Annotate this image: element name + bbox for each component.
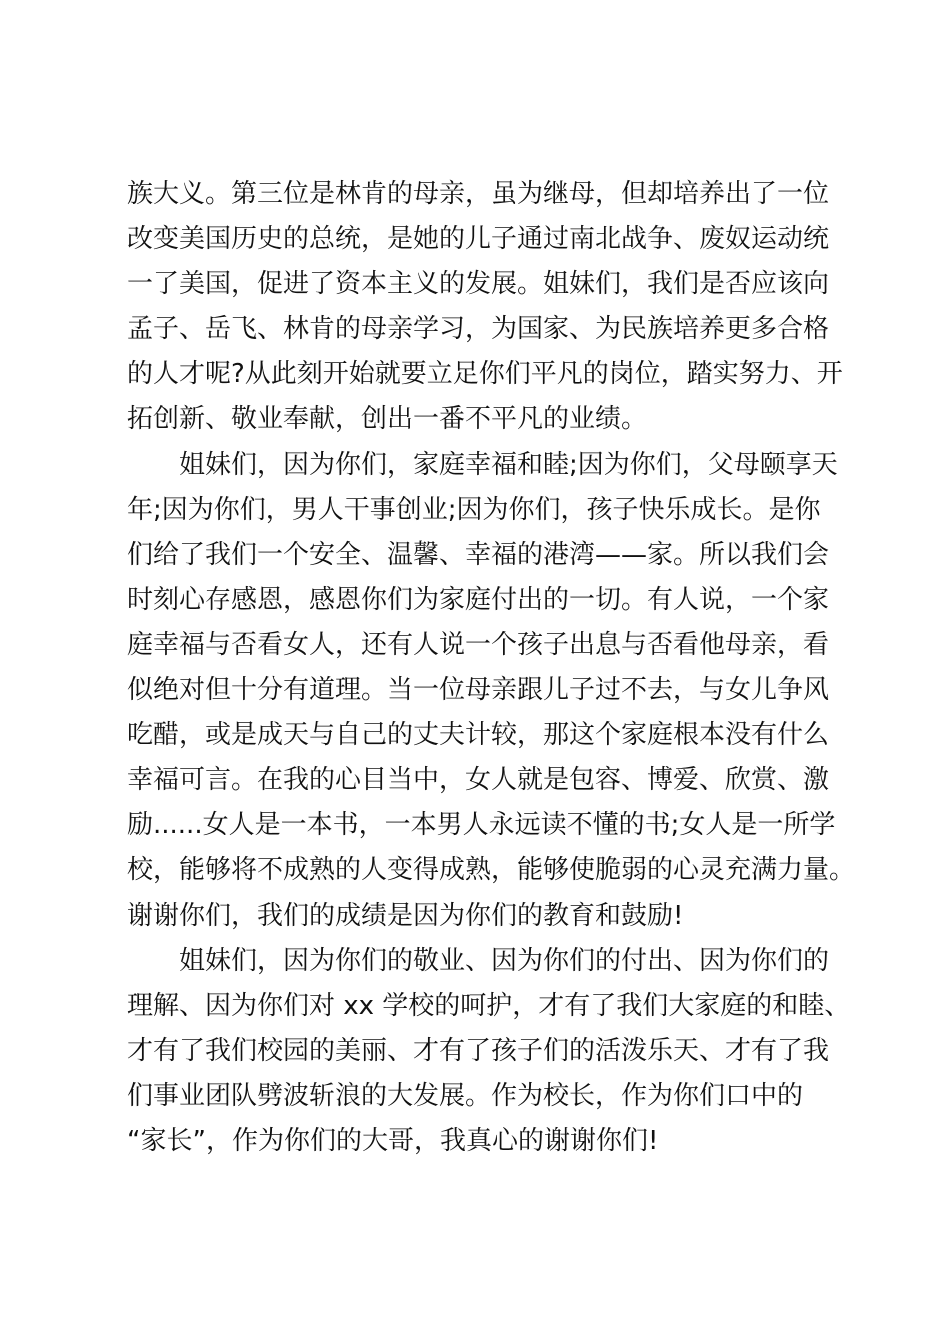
paragraph-2 — [127, 443, 856, 939]
text-line: 族大义。第三位是林肯的母亲，虽为继母，但却培养出了一位 — [127, 179, 830, 209]
text-line: 们给了我们一个安全、温馨、幸福的港湾——家。所以我们会 — [127, 539, 830, 570]
text-line: 孟子、岳飞、林肯的母亲学习，为国家、为民族培养更多合格 — [127, 314, 830, 345]
text-line: 们事业团队劈波斩浪的大发展。作为校长，作为你们口中的 — [127, 1080, 804, 1111]
document-body — [127, 172, 856, 1164]
text-line: 校，能够将不成熟的人变得成熟，能够使脆弱的心灵充满力量。 — [127, 855, 856, 886]
text-line: 一了美国，促进了资本主义的发展。姐妹们，我们是否应该向 — [127, 269, 830, 300]
text-line: 幸福可言。在我的心目当中，女人就是包容、博爱、欣赏、激 — [127, 765, 830, 796]
text-line: 理解、因为你们对 xx 学校的呵护，才有了我们大家庭的和睦、 — [127, 990, 851, 1021]
paragraph-3 — [127, 939, 851, 1164]
text-line: 年;因为你们，男人干事创业;因为你们，孩子快乐成长。是你 — [127, 494, 821, 525]
text-line: 庭幸福与否看女人，还有人说一个孩子出息与否看他母亲，看 — [127, 629, 830, 660]
text-line: 励......女人是一本书，一本男人永远读不懂的书;女人是一所学 — [127, 810, 836, 841]
text-line: 姐妹们，因为你们的敬业、因为你们的付出、因为你们的 — [179, 945, 830, 976]
text-line: 姐妹们，因为你们，家庭幸福和睦;因为你们，父母颐享天 — [179, 449, 838, 480]
text-line: 的人才呢?从此刻开始就要立足你们平凡的岗位，踏实努力、开 — [127, 359, 843, 390]
text-line: 时刻心存感恩，感恩你们为家庭付出的一切。有人说，一个家 — [127, 584, 830, 615]
text-line: 谢谢你们，我们的成绩是因为你们的教育和鼓励! — [127, 900, 684, 931]
text-line: 改变美国历史的总统，是她的儿子通过南北战争、废奴运动统 — [127, 224, 830, 255]
paragraph-1 — [127, 172, 843, 443]
text-line: 拓创新、敬业奉献，创出一番不平凡的业绩。 — [127, 404, 648, 435]
text-line: 吃醋，或是成天与自己的丈夫计较，那这个家庭根本没有什么 — [127, 720, 830, 751]
text-line: “家长”，作为你们的大哥，我真心的谢谢你们! — [127, 1125, 659, 1156]
text-line: 才有了我们校园的美丽、才有了孩子们的活泼乐天、才有了我 — [127, 1035, 830, 1066]
text-line: 似绝对但十分有道理。当一位母亲跟儿子过不去，与女儿争风 — [127, 675, 830, 706]
